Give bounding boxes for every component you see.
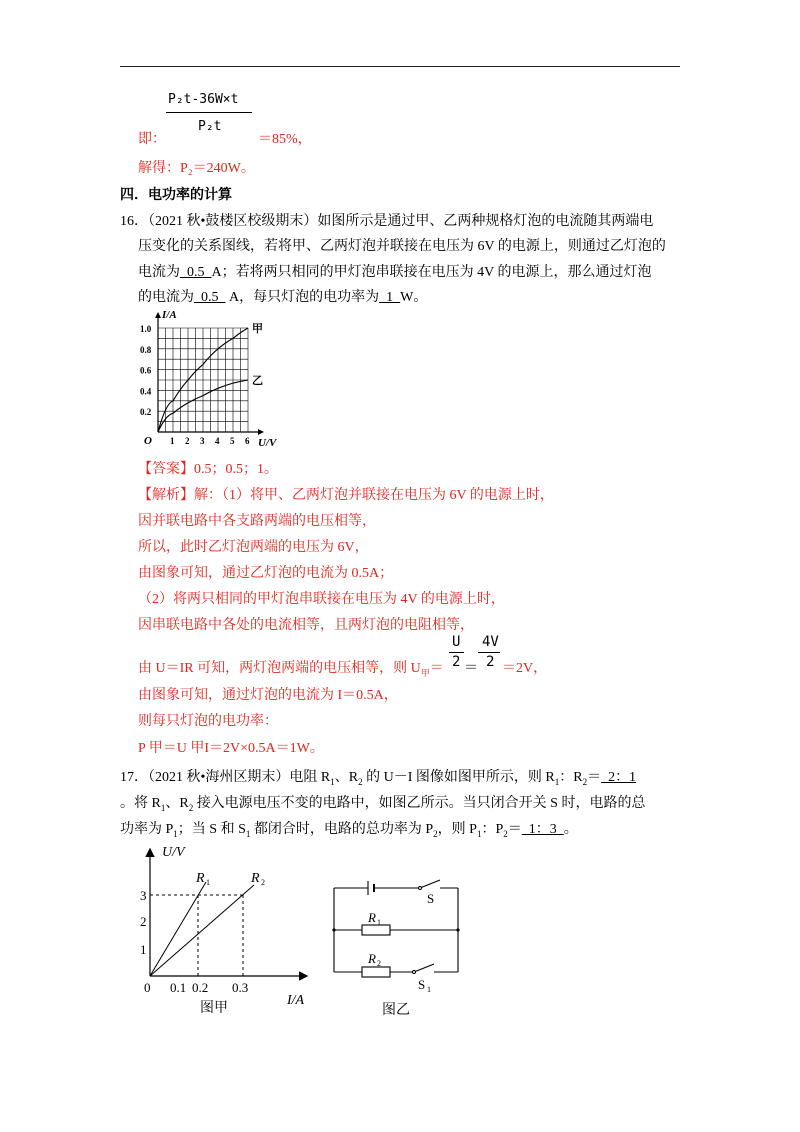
- q17-answer-blank-1: 2：1: [601, 770, 637, 785]
- resistor-r2: [362, 967, 390, 977]
- answer-tag: 【答案】: [138, 462, 194, 477]
- q17-l3-e: ：P: [481, 822, 504, 837]
- fraction-numerator: P₂t-36W×t: [168, 92, 239, 107]
- q17-sub: 1: [160, 802, 166, 813]
- yi-r1-label: R: [368, 910, 376, 925]
- chart-ytick: 0.6: [140, 365, 152, 376]
- yi-r2-label: R: [368, 951, 376, 966]
- q17-l3-d: ，则 P: [437, 822, 477, 837]
- fig-yi-caption: 图乙: [382, 1001, 410, 1017]
- chart-xtick: 1: [170, 436, 175, 446]
- formula-eq: ＝: [429, 661, 444, 676]
- q16-answer-blank-1: 0.5: [180, 265, 212, 280]
- chart-xtick: 3: [200, 436, 205, 446]
- r2-sub: 2: [261, 878, 265, 887]
- formula-a: 由 U＝IR 可知，两灯泡两端的电压相等，则 U: [138, 661, 421, 676]
- fig-jia-origin: 0: [144, 980, 151, 995]
- yi-r1-sub: 1: [377, 918, 381, 927]
- q17-sub: 1: [476, 828, 482, 839]
- q17-sub: 1: [330, 776, 335, 787]
- q17-l3-f: ＝: [507, 822, 522, 837]
- formula-sub: 甲: [420, 667, 430, 678]
- chart-ylabel: I/A: [162, 309, 177, 321]
- q17-l1-a: 17．（2021 秋•海州区期末）电阻 R: [120, 770, 331, 785]
- q17-sub: 2: [358, 776, 363, 787]
- analysis-after-1: 由图象可知，通过灯泡的电流为 I＝0.5A，: [138, 688, 398, 703]
- fig-jia-ytick-2: 2: [140, 914, 147, 929]
- frac2-denominator: 2: [486, 654, 495, 670]
- q17-sub: 1: [173, 828, 178, 839]
- frac2-line: [478, 652, 500, 653]
- analysis-tag: 【解析】: [138, 488, 194, 503]
- s1-sub: 1: [427, 985, 431, 994]
- analysis-line-5: （2）将两只相同的甲灯泡串联接在电压为 4V 的电源上时，: [138, 592, 505, 607]
- chart-ytick: 0.2: [140, 407, 152, 418]
- chart-axes: [155, 312, 264, 435]
- q17-l2-a: 。将 R: [120, 796, 161, 811]
- q17-line3: [120, 818, 578, 839]
- q17-line1: [120, 766, 636, 787]
- analysis-line-2: 因并联电路中各支路两端的电压相等，: [138, 514, 376, 529]
- chart-origin: O: [144, 435, 152, 447]
- q17-l1-d: ：R: [559, 770, 583, 785]
- r1-label: R: [196, 871, 205, 886]
- q17-l1-c: 的 U－I 图像如图甲所示，则 R: [362, 770, 555, 785]
- q17-l3-c: 都闭合时，电路的总功率为 P: [250, 822, 434, 837]
- switch-s1: [414, 964, 434, 972]
- q17-answer-blank-2: 1：3: [521, 822, 564, 837]
- fig-jia-xlabel: I/A: [287, 993, 305, 1008]
- q16-line2: 压变化的关系图线，若将甲、乙两灯泡并联接在电压为 6V 的电源上，则通过乙灯泡的: [138, 239, 666, 254]
- fig-yi-circuit: [328, 872, 468, 1017]
- section-title: 四．电功率的计算: [120, 188, 232, 203]
- q17-l3-g: 。: [563, 822, 578, 837]
- r1-sub: 1: [206, 878, 210, 887]
- chart-xtick: 6: [245, 436, 250, 446]
- r2-label: R: [251, 871, 260, 886]
- chart-ytick: 0.4: [140, 386, 152, 397]
- chart-grid: [158, 328, 248, 432]
- q16-iu-chart: [140, 308, 290, 450]
- series-label-yi: 乙: [252, 375, 263, 387]
- analysis-line-4: 由图象可知，通过乙灯泡的电流为 0.5A；: [138, 566, 394, 581]
- jiede-line: 解得：P₂＝240W。: [138, 161, 255, 176]
- fig-jia-xtick-1: 0.1: [170, 980, 187, 995]
- fig-jia-ylabel: U/V: [162, 845, 185, 860]
- fig-jia-ytick-3: 3: [140, 888, 147, 903]
- q16-answer-blank-3: 1: [379, 290, 401, 305]
- fraction-line: [166, 112, 252, 113]
- chart-ytick: 1.0: [140, 324, 152, 334]
- q17-sub: 1: [554, 776, 560, 787]
- fig-jia-xtick-2: 0.2: [192, 980, 209, 995]
- s-label: S: [427, 891, 435, 906]
- analysis-line-6: 因串联电路中各处的电流相等，且两灯泡的电阻相等，: [138, 618, 474, 633]
- frac1-line: [449, 652, 464, 653]
- q16-line3-b: A；若将两只相同的甲灯泡串联接在电压为 4V 的电源上，那么通过灯泡: [211, 265, 652, 280]
- switch-s: [420, 880, 440, 888]
- fig-jia-ui-graph: [138, 842, 318, 1017]
- q17-sub: 2: [582, 776, 588, 787]
- chart-xlabel: U/V: [258, 437, 277, 449]
- r2-line: [150, 885, 254, 976]
- q17-sub: 1: [245, 828, 251, 839]
- q16-line4-b: A，每只灯泡的电功率为: [225, 290, 380, 305]
- analysis-text-0: 解：（1）将甲、乙两灯泡并联接在电压为 6V 的电源上时，: [194, 488, 554, 503]
- resistor-r1: [362, 925, 390, 935]
- q16-answer-blank-2: 0.5: [194, 290, 226, 305]
- fig-jia-xtick-3: 0.3: [232, 980, 249, 995]
- series-label-jia: 甲: [252, 323, 263, 335]
- frac-eq: ＝: [464, 660, 478, 676]
- chart-ytick: 0.8: [140, 344, 152, 355]
- formula-line: [138, 657, 444, 679]
- q17-l1-e: ＝: [587, 770, 602, 785]
- q17-sub: 2: [433, 828, 438, 839]
- q17-l2-c: 接入电源电压不变的电路中，如图乙所示。当只闭合开关 S 时，电路的总: [193, 796, 646, 811]
- header-rule: [120, 66, 680, 67]
- analysis-line-1: [138, 484, 554, 504]
- q17-l3-b: ；当 S 和 S: [177, 822, 246, 837]
- q17-l2-b: 、R: [165, 796, 189, 811]
- q17-l1-b: 、R: [334, 770, 359, 785]
- answer-text: 0.5；0.5；1。: [194, 462, 278, 477]
- ji-result: ＝85%，: [258, 132, 312, 147]
- frac2-numerator: 4V: [482, 634, 499, 650]
- q16-line1: 16．（2021 秋•鼓楼区校级期末）如图所示是通过甲、乙两种规格灯泡的电流随其两端电: [120, 214, 654, 229]
- formula-end: ＝2V，: [502, 661, 548, 676]
- fraction-denominator: P₂t: [198, 119, 222, 134]
- q16-line3: [138, 261, 651, 281]
- analysis-line-3: 所以，此时乙灯泡两端的电压为 6V，: [138, 540, 369, 555]
- yi-r2-sub: 2: [377, 959, 381, 968]
- q16-line4: [138, 286, 427, 306]
- s1-label: S: [418, 977, 426, 992]
- q17-line2: [120, 792, 645, 813]
- x-axis-arrow: [258, 429, 264, 435]
- q16-answer-line: [138, 458, 278, 478]
- analysis-after-2: 则每只灯泡的电功率：: [138, 714, 278, 729]
- frac1-denominator: 2: [452, 654, 461, 670]
- q17-sub: 2: [503, 828, 508, 839]
- chart-xtick: 5: [230, 436, 235, 446]
- q16-line4-c: W。: [400, 290, 428, 305]
- q16-line3-a: 电流为: [138, 265, 180, 280]
- q16-line4-a: 的电流为: [138, 290, 194, 305]
- fig-jia-ytick-1: 1: [140, 942, 147, 957]
- power-line: P 甲＝U 甲I＝2V×0.5A＝1W。: [138, 741, 324, 756]
- q17-sub: 2: [188, 802, 194, 813]
- q17-l3-a: 功率为 P: [120, 822, 174, 837]
- chart-xtick: 2: [185, 436, 190, 446]
- y-axis-arrow: [155, 312, 161, 318]
- ji-prefix: 即：: [138, 132, 166, 147]
- chart-xtick: 4: [215, 436, 220, 446]
- fig-jia-caption: 图甲: [200, 999, 228, 1015]
- chart-labels: [140, 309, 278, 449]
- frac1-numerator: U: [452, 634, 461, 650]
